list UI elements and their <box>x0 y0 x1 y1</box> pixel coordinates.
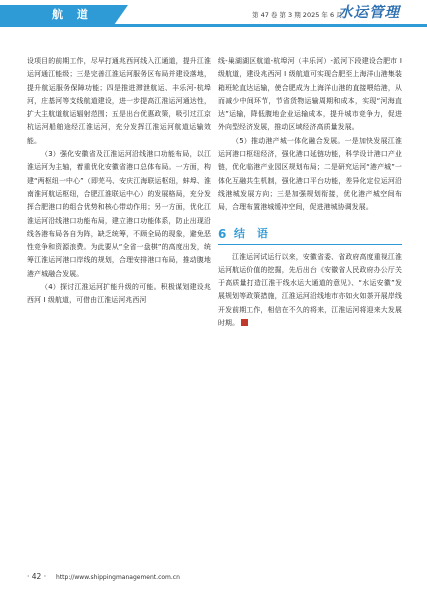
section-divider <box>218 244 402 245</box>
journal-logo: 水运管理 <box>338 5 400 21</box>
section-heading <box>218 224 402 246</box>
section-number: 6 <box>218 226 227 241</box>
body-paragraph: 设项目的前期工作，尽早打通兆西河线入江通道，提升江淮运河通江能级；三是完善江淮运河服务区布局并建设落地，提升航运服务保障功能；四是推进滞泄航运、丰乐河-杭埠河，庄基河等支线航道建设，进一步提高江淮运河通达性，扩大主航道航运辐射范围；五是出台优惠政策，吸引过江京杭运河船舶途经江淮运河，充分发挥江淮运河航道运输效能。 <box>27 57 211 145</box>
end-mark-icon <box>241 319 248 326</box>
body-paragraph: （3）强化安徽省及江淮运河沿线港口功能布局，以江淮运河为主轴，着重优化安徽省港口总体布局。一方面，构建“两枢纽一中心”（即芜马、安庆江海联运枢纽，蚌埠、淮南淮河航运枢纽，合肥江淮联运中心）的发展格局，充分发挥合肥港口的组合优势和核心带动作用；另一方面，优化江淮运河沿线港口功能布局，建立港口功能体系，防止出现沿线各港布局各自为阵，缺乏统筹，不顾全局的现象，避免恶性竞争和资源浪费。为此要从“全省一盘棋”的高度出发，统筹江淮运河港口岸线的规划，合理安排港口布局，推动腹地港产城融合发展。 <box>27 150 211 278</box>
journal-url: http://www.shippingmanagement.com.cn <box>56 574 180 581</box>
page-footer <box>27 572 180 583</box>
body-paragraph: （5）推动港产城一体化融合发展。一是加快发展江淮运河港口枢纽经济，强化港口延链功能，科学设计港口产业链，优化临港产业园区规划布局；二是研究运河“港产城”一体化互融共生机制，强化港口平台功能，差异化定位运河沿线港城发展方向；三是加强规划衔接，优化港产城空间布局，合理布置港城缓冲空间，促进港城协调发展。 <box>218 136 402 212</box>
issue-info: 第 47 卷 第 3 期 2025 年 6 月 <box>252 11 343 19</box>
conclusion-text: 江淮运河试运行以来，安徽省委、省政府高度重视江淮运河航运价值的挖掘，先后出台《安徽省人民政府办公厅关于高质量打造江淮干线水运大通道的意见》、“水运安徽”发展规划等政策措施，江淮运河沿线地市亦如火如荼开展岸线开发前期工作，相信在不久的将来，江淮运河将迎来大发展时期。 <box>218 252 402 328</box>
section-title: 结 语 <box>234 226 272 240</box>
page-header <box>0 0 427 38</box>
body-paragraph: （4）探讨江淮运河扩能升级的可能。积极谋划建设兆西河 I 级航道，可借由江淮运河兆西河 <box>27 283 211 305</box>
body-paragraph: 线-巢湖湖区航道-杭埠河（丰乐河）-派河下段建设合肥市 I 级航道，建设兆西河 I 级航道可实现合肥至上海洋山港集装箱班轮直达运输，使合肥成为上海洋山港的直接喂给港，从而减少中间环节，节省货物运输周期和成本，实现“河海直达”运输，降低腹地企业运输成本，提升城市竞争力，促进外向型经济发展，推动区域经济高质量发展。 <box>218 57 402 132</box>
page-number: · 42 · <box>27 572 47 581</box>
right-column <box>218 55 402 330</box>
left-column <box>27 55 211 308</box>
conclusion-paragraph <box>218 251 402 331</box>
section-name: 航 道 <box>52 8 93 21</box>
